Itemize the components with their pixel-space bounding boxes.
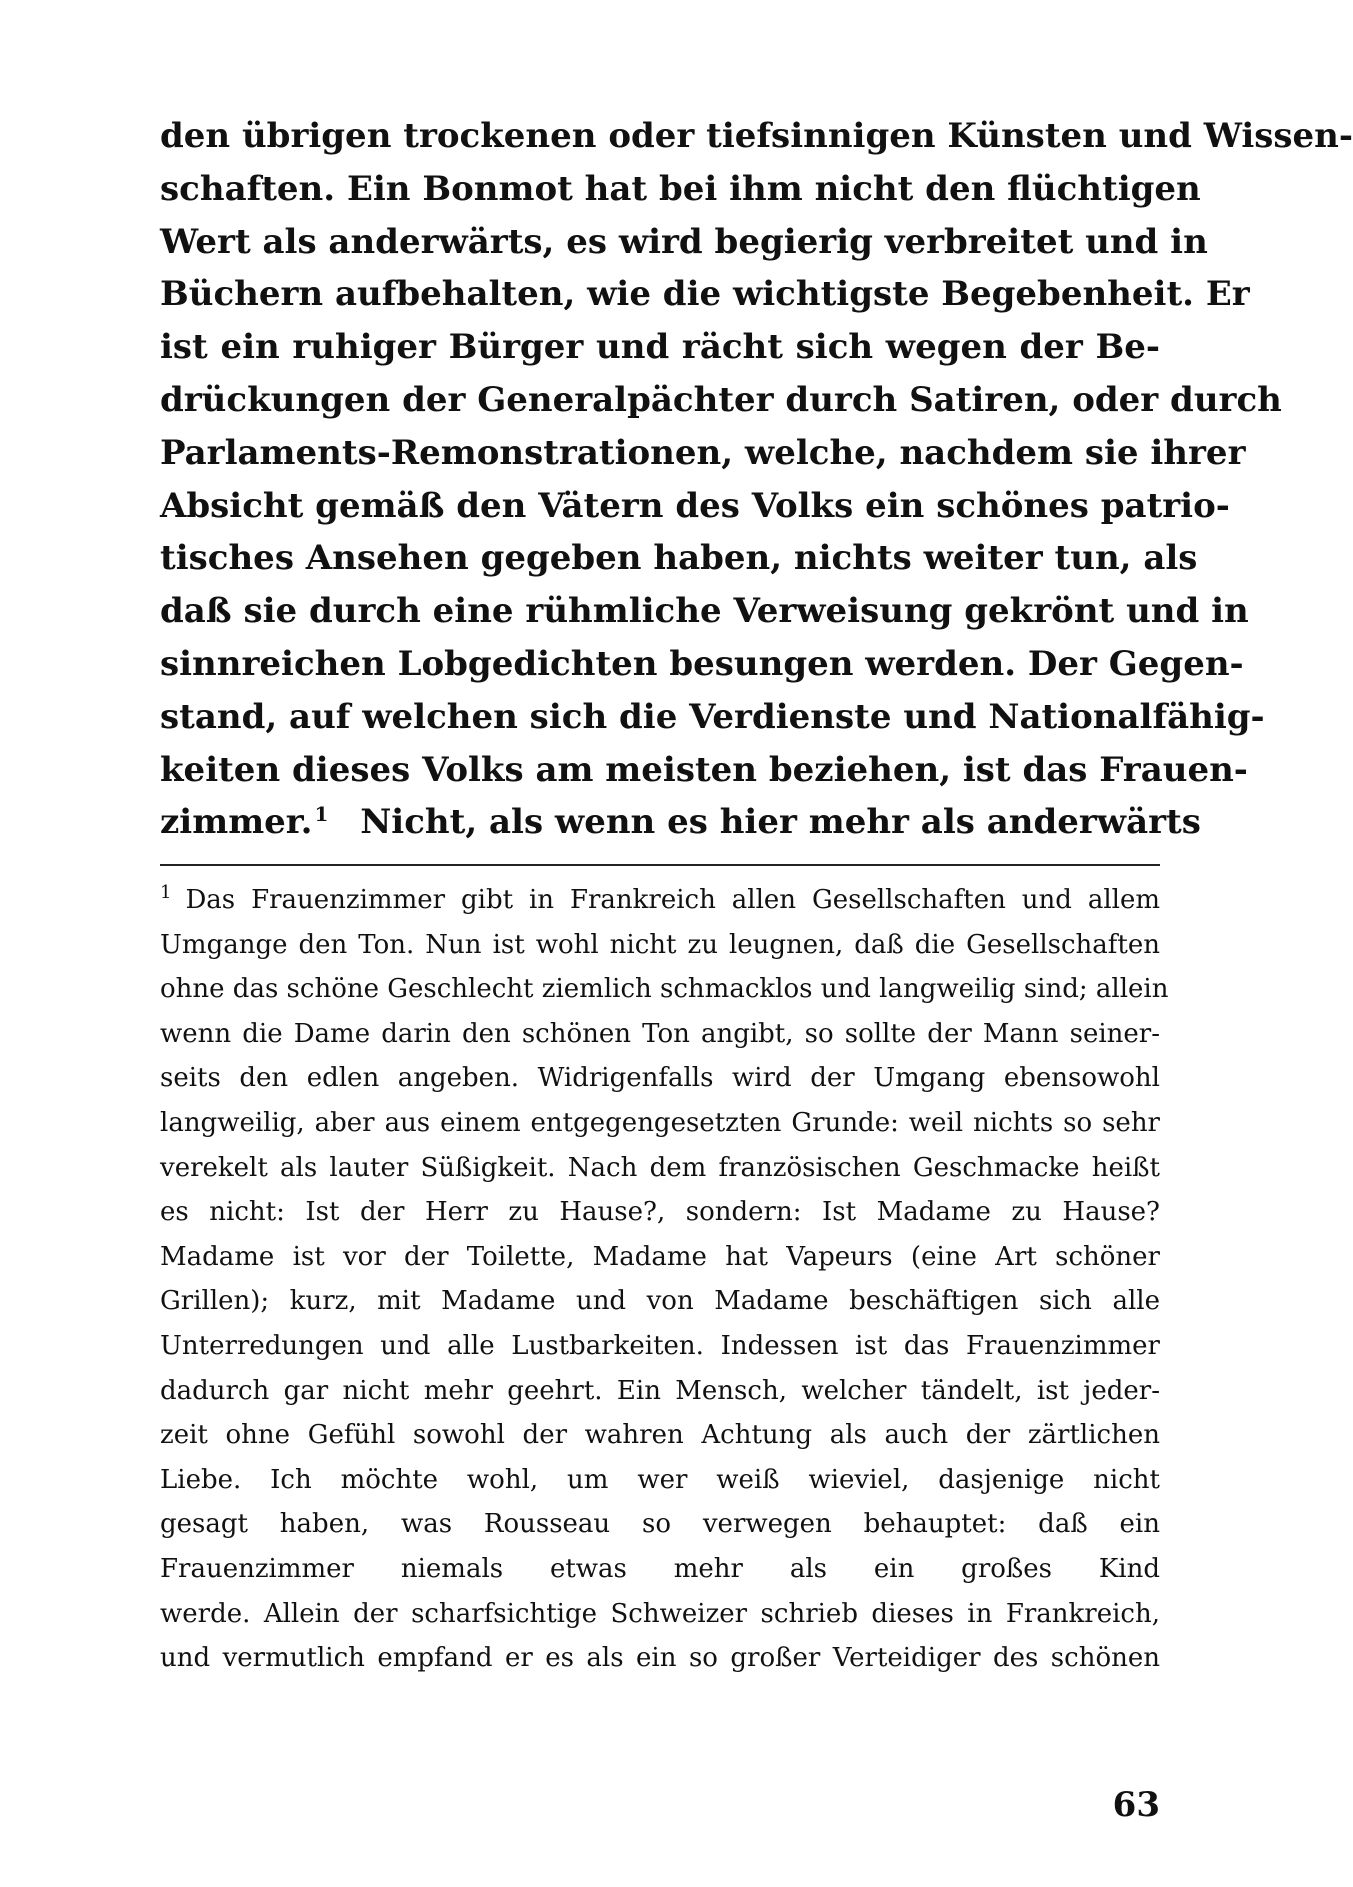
page-number: 63: [1112, 1785, 1160, 1825]
text-line: tisches Ansehen gegeben haben, nichts weiter tun, als: [160, 538, 1198, 579]
text-line: Absicht gemäß den Vätern des Volks ein schönes patrio-: [160, 485, 1230, 526]
text-line: keiten dieses Volks am meisten beziehen, ist das Frauen-: [160, 749, 1248, 790]
footnote-line: und vermutlich empfand er es als ein so großer Verteidiger des schönen: [160, 1643, 1160, 1674]
footnote-line: [160, 878, 1160, 923]
footnote: [160, 878, 1169, 1681]
main-text: [160, 110, 1353, 849]
footnote-first-line-text: Das Frauenzimmer gibt in Frankreich allen Gesellschaften und allem: [185, 885, 1160, 915]
footnote-line: Unterredungen und alle Lustbarkeiten. Indessen ist das Frauenzimmer: [160, 1330, 1160, 1361]
footnote-line: es nicht: Ist der Herr zu Hause?, sondern: Ist Madame zu Hause?: [160, 1197, 1160, 1228]
footnote-line: dadurch gar nicht mehr geehrt. Ein Mensch, welcher tändelt, ist jeder-: [160, 1375, 1160, 1406]
footnote-line: zeit ohne Gefühl sowohl der wahren Achtung als auch der zärtlichen: [160, 1420, 1160, 1451]
text-line: drückungen der Generalpächter durch Satiren, oder durch: [160, 379, 1282, 420]
footnote-line: wenn die Dame darin den schönen Ton angibt, so sollte der Mann seiner-: [160, 1018, 1160, 1049]
footnote-line: langweilig, aber aus einem entgegengesetzten Grunde: weil nichts so sehr: [160, 1107, 1160, 1138]
footnote-line: verekelt als lauter Süßigkeit. Nach dem französischen Geschmacke heißt: [160, 1152, 1160, 1183]
text-line: Parlaments-Remonstrationen, welche, nachdem sie ihrer: [160, 432, 1246, 473]
footnote-line: werde. Allein der scharfsichtige Schweizer schrieb dieses in Frankreich,: [160, 1598, 1160, 1629]
text-line: schaften. Ein Bonmot hat bei ihm nicht den flüchtigen: [160, 168, 1201, 209]
text-line-end: Nicht, als wenn es hier mehr als anderwärts: [360, 802, 1201, 843]
text-line: stand, auf welchen sich die Verdienste und Nationalfähig-: [160, 696, 1265, 737]
footnote-line: Madame ist vor der Toilette, Madame hat Vapeurs (eine Art schöner: [160, 1241, 1160, 1272]
footnote-reference[interactable]: 1: [314, 802, 329, 827]
text-line-start: zimmer.: [160, 802, 313, 843]
text-line: Wert als anderwärts, es wird begierig verbreitet und in: [160, 221, 1208, 262]
footnote-line: seits den edlen angeben. Widrigenfalls wird der Umgang ebensowohl: [160, 1063, 1160, 1094]
footnote-line: Grillen); kurz, mit Madame und von Madame beschäftigen sich alle: [160, 1286, 1160, 1317]
text-line: daß sie durch eine rühmliche Verweisung gekrönt und in: [160, 591, 1249, 632]
footnote-line: gesagt haben, was Rousseau so verwegen behauptet: daß ein: [160, 1509, 1160, 1540]
footnote-line: Umgange den Ton. Nun ist wohl nicht zu leugnen, daß die Gesellschaften: [160, 929, 1160, 960]
text-line: sinnreichen Lobgedichten besungen werden. Der Gegen-: [160, 643, 1244, 684]
text-line: den übrigen trockenen oder tiefsinnigen Künsten und Wissen-: [160, 116, 1353, 156]
footnote-number: 1: [160, 882, 172, 904]
footnote-line: ohne das schöne Geschlecht ziemlich schmacklos und langweilig sind; allein: [160, 974, 1169, 1005]
text-line-last: [160, 796, 1201, 849]
footnote-line: Frauenzimmer niemals etwas mehr als ein großes Kind: [160, 1553, 1160, 1584]
footnote-line: Liebe. Ich möchte wohl, um wer weiß wieviel, dasjenige nicht: [160, 1464, 1160, 1495]
text-line: Büchern aufbehalten, wie die wichtigste Begebenheit. Er: [160, 274, 1250, 315]
footnote-separator: [160, 864, 1160, 866]
text-line: ist ein ruhiger Bürger und rächt sich wegen der Be-: [160, 327, 1160, 368]
